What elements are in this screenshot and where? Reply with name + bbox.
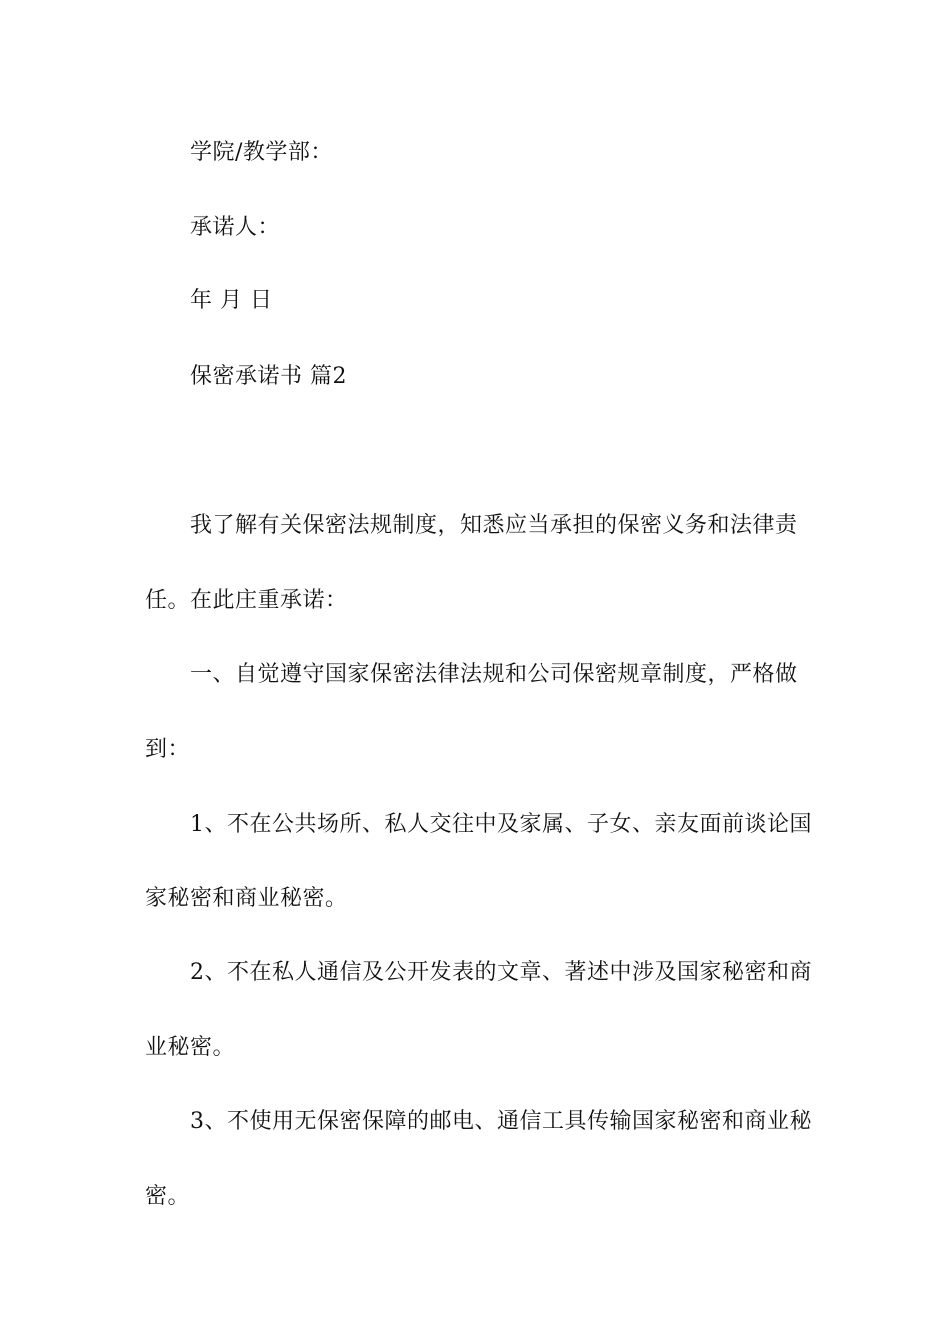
sub-item-2-line-1: 2、不在私人通信及公开发表的文章、著述中涉及国家秘密和商 [190, 960, 812, 985]
section-title: 保密承诺书 篇2 [190, 364, 347, 389]
sub-item-3-line-2: 密。 [145, 1184, 191, 1209]
sub-item-2-line-2: 业秘密。 [145, 1035, 236, 1060]
sub-item-3-line-1: 3、不使用无保密保障的邮电、通信工具传输国家秘密和商业秘 [190, 1109, 812, 1134]
sub-item-1-line-2: 家秘密和商业秘密。 [145, 886, 348, 911]
intro-paragraph-line-1: 我了解有关保密法规制度，知悉应当承担的保密义务和法律责 [190, 513, 798, 538]
item-one-line-1: 一、自觉遵守国家保密法律法规和公司保密规章制度，严格做 [190, 662, 798, 687]
promisor-label: 承诺人： [190, 215, 281, 240]
intro-paragraph-line-2: 任。在此庄重承诺： [145, 588, 348, 613]
item-one-line-2: 到： [145, 737, 191, 762]
sub-item-1-line-1: 1、不在公共场所、私人交往中及家属、子女、亲友面前谈论国 [190, 812, 812, 837]
date-label: 年 月 日 [190, 288, 273, 313]
college-label: 学院/教学部： [190, 140, 333, 165]
